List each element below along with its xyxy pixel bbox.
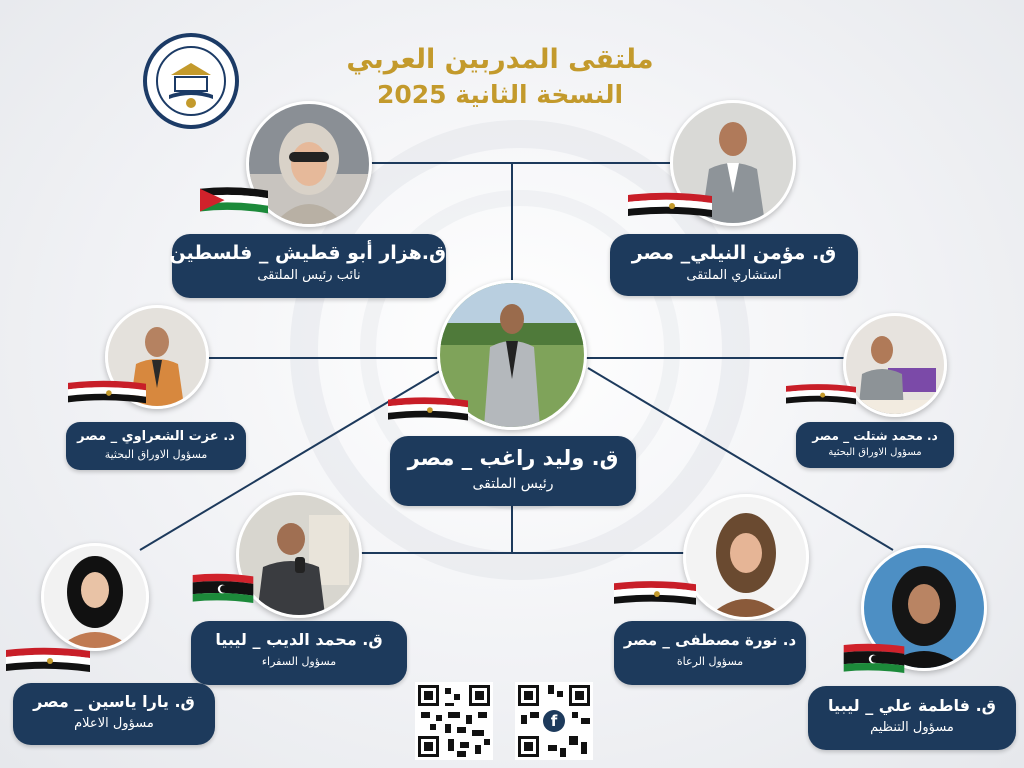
qr-code-facebook-icon[interactable] [515,682,593,760]
card-yara [13,683,215,745]
flag-egypt-icon [614,578,696,612]
card-noura [614,621,806,685]
flag-egypt-icon [6,645,90,679]
member-role: مسؤول الرعاة [676,655,744,668]
qr-code-icon[interactable] [415,682,493,760]
page-title [330,42,670,112]
academy-logo-icon [143,33,239,129]
title-line-2: النسخة الثانية 2025 [376,80,624,109]
card-shalat [796,422,954,468]
card-hazar [169,234,446,298]
title-line-1: ملتقى المدربين العربي [346,44,654,75]
card-center [390,436,636,506]
flag-egypt-icon [68,377,146,411]
card-ezzat [66,422,246,470]
flag-egypt-icon [388,394,468,428]
member-role: مسؤول التنظيم [870,720,954,735]
member-role: رئيس الملتقى [472,476,554,492]
member-name: ق. يارا ياسين _ مصر [33,692,195,711]
member-role: مسؤول السفراء [261,655,337,668]
facebook-icon: f [543,710,565,732]
member-role: نائب رئيس الملتقى [257,268,361,283]
member-role: مسؤول الاوراق البحثية [104,448,208,461]
flag-egypt-icon [628,190,712,224]
member-name: د. محمد شتلت _ مصر [812,429,938,443]
member-role: مسؤول الاوراق البحثية [828,447,922,458]
member-name: د. عزت الشعراوي _ مصر [77,429,235,444]
photo-shalat [843,313,947,417]
member-name: ق.هزار أبو قطيش _ فلسطين [169,242,446,264]
member-name: ق. فاطمة علي _ ليبيا [828,696,996,715]
card-momen [610,234,858,296]
member-name: ق. مؤمن النيلي_ مصر [631,242,837,264]
flag-libya-icon [836,642,912,676]
member-role: استشاري الملتقى [686,268,782,283]
flag-egypt-icon [786,379,856,413]
photo-yara [41,543,149,651]
card-fatma [808,686,1016,750]
photo-noura [683,494,809,620]
flag-libya-icon [182,572,264,606]
member-role: مسؤول الاعلام [74,716,154,731]
member-name: ق. وليد راغب _ مصر [407,446,619,470]
member-name: ق. محمد الديب _ ليبيا [215,630,383,649]
member-name: د. نورة مصطفى _ مصر [623,631,797,649]
card-eldeeb [191,621,407,685]
flag-palestine-icon [198,185,270,219]
